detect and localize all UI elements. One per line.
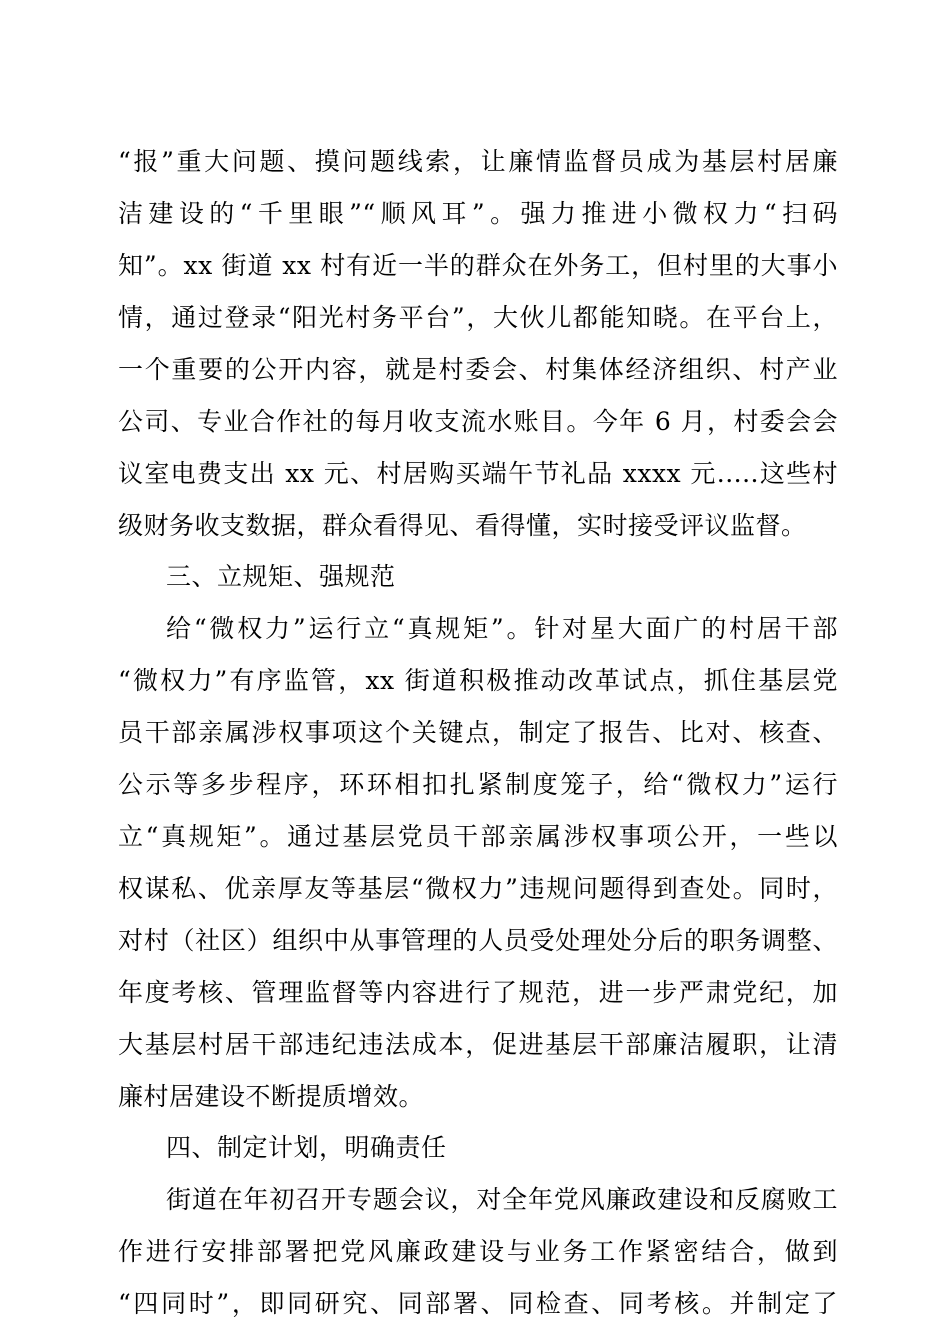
paragraph-2-line-5: 立“真规矩”。通过基层党员干部亲属涉权事项公开，一些以 [118, 822, 838, 851]
paragraph-3-line-1: 街道在年初召开专题会议，对全年党风廉政建设和反腐败工 [166, 1185, 838, 1214]
paragraph-2-line-9: 大基层村居干部违纪违法成本，促进基层干部廉洁履职，让清 [118, 1030, 838, 1059]
paragraph-2-line-3: 员干部亲属涉权事项这个关键点，制定了报告、比对、核查、 [118, 718, 838, 747]
paragraph-2-line-10: 廉村居建设不断提质增效。 [118, 1082, 425, 1111]
section-heading-4: 四、制定计划，明确责任 [166, 1133, 447, 1162]
paragraph-2-line-4: 公示等多步程序，环环相扣扎紧制度笼子，给“微权力”运行 [118, 770, 838, 799]
paragraph-3-line-2: 作进行安排部署把党风廉政建设与业务工作紧密结合，做到 [118, 1237, 838, 1266]
paragraph-1-line-2: 洁建设的“千里眼”“顺风耳”。强力推进小微权力“扫码 [118, 199, 838, 228]
paragraph-1-line-5: 一个重要的公开内容，就是村委会、村集体经济组织、村产业 [118, 355, 838, 384]
paragraph-2-line-8: 年度考核、管理监督等内容进行了规范，进一步严肃党纪，加 [118, 978, 838, 1007]
paragraph-1-line-6: 公司、专业合作社的每月收支流水账目。今年 6 月，村委会会 [118, 407, 838, 436]
paragraph-1-line-8: 级财务收支数据，群众看得见、看得懂，实时接受评议监督。 [118, 511, 807, 540]
paragraph-2-line-7: 对村（社区）组织中从事管理的人员受处理处分后的职务调整、 [118, 926, 838, 955]
paragraph-1-line-3: 知”。xx 街道 xx 村有近一半的群众在外务工，但村里的大事小 [118, 251, 838, 280]
section-heading-3: 三、立规矩、强规范 [166, 562, 396, 591]
paragraph-3-line-3: “四同时”，即同研究、同部署、同检查、同考核。并制定了 [118, 1289, 838, 1318]
paragraph-1-line-4: 情，通过登录“阳光村务平台”，大伙儿都能知晓。在平台上， [118, 303, 838, 332]
paragraph-2-line-2: “微权力”有序监管，xx 街道积极推动改革试点，抓住基层党 [118, 666, 838, 695]
paragraph-2-line-6: 权谋私、优亲厚友等基层“微权力”违规问题得到查处。同时， [118, 874, 838, 903]
paragraph-2-line-1: 给“微权力”运行立“真规矩”。针对星大面广的村居干部 [166, 614, 838, 643]
paragraph-1-line-7: 议室电费支出 xx 元、村居购买端午节礼品 xxxx 元.....这些村 [118, 459, 838, 488]
paragraph-1-line-1: “报”重大问题、摸问题线索，让廉情监督员成为基层村居廉 [118, 147, 838, 176]
